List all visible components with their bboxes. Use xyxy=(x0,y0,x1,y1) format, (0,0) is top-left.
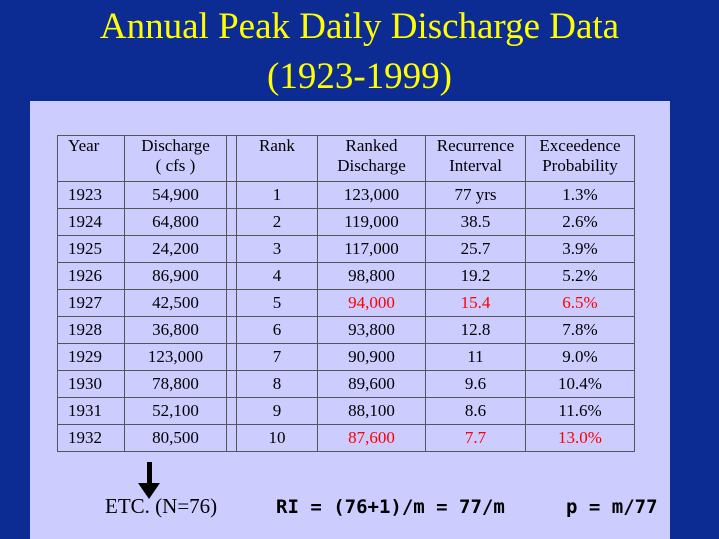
cell-discharge: 36,800 xyxy=(125,317,227,344)
down-arrow-shaft xyxy=(147,462,152,484)
cell-rank: 9 xyxy=(237,398,318,425)
cell-discharge: 54,900 xyxy=(125,182,227,209)
table-row xyxy=(58,317,635,344)
cell-recurrence-interval: 38.5 xyxy=(426,209,526,236)
cell-gap xyxy=(227,209,237,236)
cell-rank: 10 xyxy=(237,425,318,452)
cell-discharge: 78,800 xyxy=(125,371,227,398)
cell-rank: 3 xyxy=(237,236,318,263)
discharge-table xyxy=(57,135,635,452)
table-row xyxy=(58,182,635,209)
cell-discharge: 42,500 xyxy=(125,290,227,317)
cell-ranked-discharge: 123,000 xyxy=(318,182,426,209)
cell-gap xyxy=(227,263,237,290)
table-row xyxy=(58,209,635,236)
col-header-rank: Rank xyxy=(237,136,318,182)
cell-gap xyxy=(227,290,237,317)
cell-recurrence-interval: 9.6 xyxy=(426,371,526,398)
table-header-row xyxy=(58,136,635,182)
etc-note: ETC. (N=76) xyxy=(105,494,218,518)
cell-ranked-discharge: 90,900 xyxy=(318,344,426,371)
title-line-2: (1923-1999) xyxy=(267,56,452,97)
cell-year: 1928 xyxy=(58,317,125,344)
cell-year: 1926 xyxy=(58,263,125,290)
cell-recurrence-interval: 77 yrs xyxy=(426,182,526,209)
cell-exceedence-probability: 10.4% xyxy=(526,371,635,398)
cell-exceedence-probability: 13.0% xyxy=(526,425,635,452)
cell-year: 1932 xyxy=(58,425,125,452)
cell-gap xyxy=(227,425,237,452)
p-formula: p = m/77 xyxy=(566,496,658,518)
title-line-1: Annual Peak Daily Discharge Data xyxy=(99,6,620,47)
cell-recurrence-interval: 7.7 xyxy=(426,425,526,452)
col-header-recurrence-interval: Recurrence Interval xyxy=(426,136,526,182)
cell-year: 1929 xyxy=(58,344,125,371)
cell-rank: 5 xyxy=(237,290,318,317)
cell-recurrence-interval: 12.8 xyxy=(426,317,526,344)
cell-exceedence-probability: 11.6% xyxy=(526,398,635,425)
col-header-exceedence-probability: Exceedence Probability xyxy=(526,136,635,182)
col-header-ranked-discharge: Ranked Discharge xyxy=(318,136,426,182)
cell-recurrence-interval: 11 xyxy=(426,344,526,371)
cell-year: 1924 xyxy=(58,209,125,236)
cell-recurrence-interval: 19.2 xyxy=(426,263,526,290)
table-row xyxy=(58,236,635,263)
cell-rank: 8 xyxy=(237,371,318,398)
cell-exceedence-probability: 9.0% xyxy=(526,344,635,371)
cell-rank: 7 xyxy=(237,344,318,371)
cell-exceedence-probability: 2.6% xyxy=(526,209,635,236)
cell-year: 1925 xyxy=(58,236,125,263)
cell-ranked-discharge: 88,100 xyxy=(318,398,426,425)
cell-discharge: 24,200 xyxy=(125,236,227,263)
cell-ranked-discharge: 117,000 xyxy=(318,236,426,263)
table-row xyxy=(58,425,635,452)
cell-ranked-discharge: 93,800 xyxy=(318,317,426,344)
cell-exceedence-probability: 1.3% xyxy=(526,182,635,209)
cell-exceedence-probability: 3.9% xyxy=(526,236,635,263)
cell-exceedence-probability: 7.8% xyxy=(526,317,635,344)
cell-year: 1927 xyxy=(58,290,125,317)
table-row xyxy=(58,344,635,371)
cell-ranked-discharge: 94,000 xyxy=(318,290,426,317)
cell-discharge: 123,000 xyxy=(125,344,227,371)
cell-gap xyxy=(227,344,237,371)
cell-rank: 6 xyxy=(237,317,318,344)
table-body xyxy=(58,182,635,452)
col-header-year: Year xyxy=(58,136,125,182)
cell-gap xyxy=(227,182,237,209)
cell-ranked-discharge: 98,800 xyxy=(318,263,426,290)
cell-discharge: 86,900 xyxy=(125,263,227,290)
cell-rank: 4 xyxy=(237,263,318,290)
cell-year: 1930 xyxy=(58,371,125,398)
cell-ranked-discharge: 119,000 xyxy=(318,209,426,236)
cell-gap xyxy=(227,371,237,398)
cell-recurrence-interval: 25.7 xyxy=(426,236,526,263)
cell-rank: 1 xyxy=(237,182,318,209)
col-gap xyxy=(227,136,237,182)
cell-exceedence-probability: 5.2% xyxy=(526,263,635,290)
cell-year: 1931 xyxy=(58,398,125,425)
slide-title xyxy=(0,2,719,102)
col-header-discharge: Discharge ( cfs ) xyxy=(125,136,227,182)
table-row xyxy=(58,398,635,425)
cell-gap xyxy=(227,398,237,425)
cell-ranked-discharge: 87,600 xyxy=(318,425,426,452)
ri-formula: RI = (76+1)/m = 77/m xyxy=(276,496,505,518)
cell-discharge: 64,800 xyxy=(125,209,227,236)
table-row xyxy=(58,290,635,317)
table-row xyxy=(58,371,635,398)
cell-ranked-discharge: 89,600 xyxy=(318,371,426,398)
cell-rank: 2 xyxy=(237,209,318,236)
cell-gap xyxy=(227,317,237,344)
cell-year: 1923 xyxy=(58,182,125,209)
cell-gap xyxy=(227,236,237,263)
cell-discharge: 52,100 xyxy=(125,398,227,425)
cell-recurrence-interval: 8.6 xyxy=(426,398,526,425)
table-row xyxy=(58,263,635,290)
cell-exceedence-probability: 6.5% xyxy=(526,290,635,317)
cell-discharge: 80,500 xyxy=(125,425,227,452)
cell-recurrence-interval: 15.4 xyxy=(426,290,526,317)
